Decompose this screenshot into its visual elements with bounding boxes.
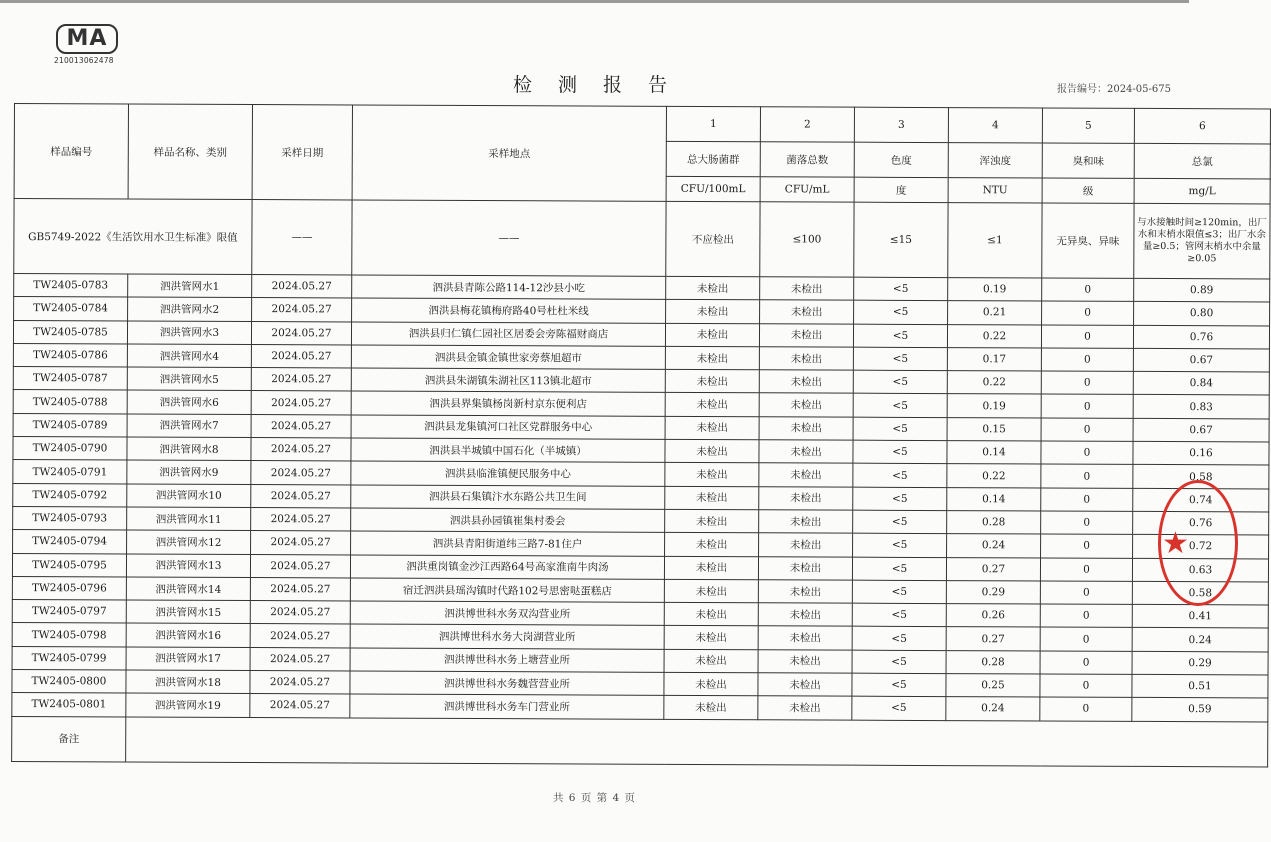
- cell-sample-name: 泗洪管网水4: [127, 344, 251, 368]
- cell-turbidity: 0.28: [946, 650, 1040, 674]
- cell-sample-location: 泗洪县石集镇汴水东路公共卫生间: [351, 485, 665, 510]
- standard-location: ——: [352, 200, 666, 276]
- cell-total-chlorine: 0.83: [1133, 395, 1269, 419]
- cell-colony-count: 未检出: [758, 673, 852, 697]
- cell-sample-name: 泗洪管网水10: [127, 484, 251, 508]
- cell-odor: 0: [1041, 441, 1133, 465]
- cell-color: <5: [852, 650, 946, 674]
- cell-colony-count: 未检出: [759, 370, 853, 394]
- cell-color: <5: [853, 440, 947, 464]
- report-number: 报告编号：2024-05-675: [1056, 84, 1171, 95]
- cell-total-chlorine: 0.63: [1132, 558, 1268, 582]
- cell-turbidity: 0.26: [946, 604, 1040, 628]
- limit-odor: 无异臭、异味: [1042, 203, 1134, 278]
- cell-sample-location: 泗洪县梅花镇梅府路40号杜杜米线: [352, 298, 666, 323]
- cell-sample-name: 泗洪管网水1: [128, 274, 252, 298]
- cell-sample-location: 泗洪重岗镇金沙江西路64号高家淮南牛肉汤: [350, 555, 664, 580]
- param-name: 臭和味: [1042, 143, 1134, 178]
- cell-total-chlorine: 0.41: [1132, 605, 1268, 629]
- cell-sample-name: 泗洪管网水6: [127, 390, 251, 414]
- cell-coliform: 未检出: [665, 486, 759, 510]
- cell-turbidity: 0.19: [948, 278, 1042, 302]
- results-table-wrapper: [11, 103, 1267, 767]
- cell-sample-location: 泗洪博世科水务大岗湖营业所: [350, 624, 664, 649]
- cell-coliform: 未检出: [664, 579, 758, 603]
- cell-sample-no: TW2405-0786: [13, 343, 127, 367]
- cell-sample-location: 泗洪博世科水务上塘营业所: [350, 648, 664, 673]
- cell-sample-no: TW2405-0787: [13, 367, 127, 391]
- cell-sample-no: TW2405-0798: [12, 623, 126, 647]
- cell-sample-location: 宿迁泗洪县瑶沟镇时代路102号思密哒蛋糕店: [350, 578, 664, 603]
- cell-turbidity: 0.22: [947, 464, 1041, 488]
- cell-color: <5: [852, 627, 946, 651]
- cell-colony-count: 未检出: [759, 323, 853, 347]
- cell-color: <5: [854, 277, 948, 301]
- cell-coliform: 未检出: [666, 276, 760, 300]
- cell-sample-no: TW2405-0789: [13, 413, 127, 437]
- cell-colony-count: 未检出: [760, 300, 854, 324]
- cell-sample-date: 2024.05.27: [251, 438, 351, 462]
- cell-odor: 0: [1040, 558, 1132, 582]
- cell-total-chlorine: 0.16: [1133, 441, 1269, 465]
- cell-odor: 0: [1042, 278, 1134, 302]
- cell-total-chlorine: 0.89: [1134, 278, 1270, 302]
- cell-sample-no: TW2405-0788: [13, 390, 127, 414]
- cell-color: <5: [853, 464, 947, 488]
- cell-total-chlorine: 0.72: [1133, 535, 1269, 559]
- cell-coliform: 未检出: [665, 463, 759, 487]
- cell-turbidity: 0.24: [946, 697, 1040, 721]
- cell-total-chlorine: 0.58: [1132, 581, 1268, 605]
- cell-sample-location: 泗洪博世科水务魏营营业所: [350, 671, 664, 696]
- cell-sample-name: 泗洪管网水11: [127, 507, 251, 531]
- param-index: 5: [1042, 108, 1134, 143]
- cell-odor: 0: [1040, 627, 1132, 651]
- page-footer: 共 6 页 第 4 页: [552, 792, 637, 804]
- cell-coliform: 未检出: [664, 672, 758, 696]
- cell-sample-date: 2024.05.27: [252, 275, 352, 299]
- cell-odor: 0: [1040, 651, 1132, 675]
- cell-sample-no: TW2405-0793: [13, 506, 127, 530]
- cell-sample-name: 泗洪管网水8: [127, 437, 251, 461]
- cell-sample-no: TW2405-0794: [13, 530, 127, 554]
- cell-sample-name: 泗洪管网水18: [126, 670, 250, 694]
- param-index: 4: [948, 108, 1042, 143]
- cell-total-chlorine: 0.67: [1133, 418, 1269, 442]
- cma-cert-number: 210013062478: [54, 56, 114, 65]
- cell-colony-count: 未检出: [759, 417, 853, 441]
- cell-sample-no: TW2405-0799: [12, 646, 126, 670]
- standard-date: ——: [252, 200, 352, 275]
- cell-colony-count: 未检出: [759, 510, 853, 534]
- cell-total-chlorine: 0.76: [1133, 511, 1269, 535]
- cell-sample-date: 2024.05.27: [250, 624, 350, 648]
- cell-turbidity: 0.27: [946, 627, 1040, 651]
- cell-coliform: 未检出: [664, 556, 758, 580]
- cell-sample-name: 泗洪管网水15: [126, 600, 250, 624]
- cell-odor: 0: [1040, 581, 1132, 605]
- limit-color: ≤15: [854, 202, 948, 277]
- cell-sample-date: 2024.05.27: [250, 647, 350, 671]
- cell-sample-date: 2024.05.27: [251, 461, 351, 485]
- cell-odor: 0: [1041, 464, 1133, 488]
- cell-coliform: 未检出: [664, 602, 758, 626]
- cma-logo: [54, 22, 120, 70]
- cell-sample-name: 泗洪管网水13: [126, 554, 250, 578]
- cell-total-chlorine: 0.58: [1133, 465, 1269, 489]
- official-seal: [1158, 480, 1189, 606]
- cell-sample-date: 2024.05.27: [250, 694, 350, 718]
- cell-color: <5: [852, 603, 946, 627]
- cell-colony-count: 未检出: [759, 486, 853, 510]
- cell-colony-count: 未检出: [759, 463, 853, 487]
- cell-colony-count: 未检出: [758, 626, 852, 650]
- cell-color: <5: [853, 533, 947, 557]
- cell-colony-count: 未检出: [760, 277, 854, 301]
- cell-odor: 0: [1041, 418, 1133, 442]
- cell-sample-date: 2024.05.27: [252, 298, 352, 322]
- limit-colony: ≤100: [760, 202, 854, 277]
- notes-row: [12, 716, 1268, 766]
- cell-sample-location: 泗洪县临淮镇便民服务中心: [351, 461, 665, 486]
- cell-total-chlorine: 0.84: [1133, 372, 1269, 396]
- cell-sample-date: 2024.05.27: [251, 321, 351, 345]
- cell-sample-date: 2024.05.27: [251, 508, 351, 532]
- cell-sample-name: 泗洪管网水17: [126, 647, 250, 671]
- cell-colony-count: 未检出: [759, 533, 853, 557]
- cell-odor: 0: [1041, 348, 1133, 372]
- cell-turbidity: 0.14: [947, 441, 1041, 465]
- cell-total-chlorine: 0.59: [1132, 698, 1268, 722]
- cell-color: <5: [853, 370, 947, 394]
- cell-sample-location: 泗洪县朱湖镇朱湖社区113镇北超市: [351, 368, 665, 393]
- cell-odor: 0: [1040, 674, 1132, 698]
- cell-odor: 0: [1040, 697, 1132, 721]
- standard-label: GB5749-2022《生活饮用水卫生标准》限值: [14, 199, 252, 275]
- top-edge: [0, 0, 1189, 3]
- cell-odor: 0: [1041, 511, 1133, 535]
- cell-sample-name: 泗洪管网水19: [126, 693, 250, 717]
- cell-turbidity: 0.29: [946, 580, 1040, 604]
- cell-turbidity: 0.19: [947, 394, 1041, 418]
- cell-sample-no: TW2405-0801: [12, 693, 126, 717]
- cell-turbidity: 0.28: [947, 511, 1041, 535]
- cell-odor: 0: [1041, 371, 1133, 395]
- col-header-location: 采样地点: [352, 105, 666, 201]
- param-name: 菌落总数: [760, 142, 854, 177]
- param-name: 色度: [854, 142, 948, 177]
- cell-sample-no: TW2405-0795: [12, 553, 126, 577]
- cell-total-chlorine: 0.51: [1132, 674, 1268, 698]
- cell-color: <5: [853, 417, 947, 441]
- limit-turbidity: ≤1: [948, 203, 1042, 278]
- cell-coliform: 未检出: [665, 439, 759, 463]
- cell-coliform: 未检出: [664, 696, 758, 720]
- cell-sample-name: 泗洪管网水3: [127, 321, 251, 345]
- cell-color: <5: [853, 394, 947, 418]
- cell-sample-date: 2024.05.27: [250, 554, 350, 578]
- cell-odor: 0: [1041, 325, 1133, 349]
- cell-turbidity: 0.25: [946, 674, 1040, 698]
- notes-label: 备注: [12, 716, 126, 761]
- param-unit: mg/L: [1134, 178, 1270, 204]
- cell-sample-no: TW2405-0783: [14, 274, 128, 298]
- param-unit: 度: [854, 177, 948, 202]
- param-unit: CFU/mL: [760, 177, 854, 202]
- cell-colony-count: 未检出: [759, 393, 853, 417]
- cell-color: <5: [853, 347, 947, 371]
- cell-color: <5: [853, 324, 947, 348]
- cell-sample-name: 泗洪管网水14: [126, 577, 250, 601]
- cell-sample-name: 泗洪管网水9: [127, 460, 251, 484]
- cell-sample-name: 泗洪管网水2: [128, 297, 252, 321]
- cell-colony-count: 未检出: [758, 603, 852, 627]
- cell-sample-name: 泗洪管网水7: [127, 414, 251, 438]
- col-header-sample-name: 样品名称、类别: [128, 104, 252, 200]
- cell-color: <5: [852, 697, 946, 721]
- notes-content: [126, 717, 1268, 767]
- cell-color: <5: [852, 580, 946, 604]
- limit-coliform: 不应检出: [666, 201, 760, 276]
- cell-colony-count: 未检出: [759, 440, 853, 464]
- cell-colony-count: 未检出: [759, 347, 853, 371]
- cell-sample-date: 2024.05.27: [251, 391, 351, 415]
- cell-coliform: 未检出: [664, 649, 758, 673]
- cell-sample-location: 泗洪博世科水务双沟营业所: [350, 601, 664, 626]
- cell-coliform: 未检出: [665, 533, 759, 557]
- cell-sample-location: 泗洪县半城镇中国石化（半城镇）: [351, 438, 665, 463]
- cell-sample-no: TW2405-0796: [12, 576, 126, 600]
- cell-sample-no: TW2405-0792: [13, 483, 127, 507]
- cell-coliform: 未检出: [666, 300, 760, 324]
- cell-odor: 0: [1041, 488, 1133, 512]
- cell-color: <5: [854, 300, 948, 324]
- cell-sample-no: TW2405-0800: [12, 670, 126, 694]
- cell-coliform: 未检出: [665, 393, 759, 417]
- cell-odor: 0: [1040, 604, 1132, 628]
- cell-turbidity: 0.22: [947, 324, 1041, 348]
- cell-sample-no: TW2405-0785: [13, 320, 127, 344]
- cell-sample-location: 泗洪县龙集镇河口社区党群服务中心: [351, 415, 665, 440]
- cell-sample-no: TW2405-0791: [13, 460, 127, 484]
- cell-turbidity: 0.14: [947, 487, 1041, 511]
- cell-sample-location: 泗洪博世科水务车门营业所: [350, 694, 664, 719]
- cell-odor: 0: [1041, 534, 1133, 558]
- param-unit: NTU: [948, 178, 1042, 203]
- cell-sample-no: TW2405-0797: [12, 600, 126, 624]
- cell-odor: 0: [1041, 394, 1133, 418]
- cell-sample-date: 2024.05.27: [251, 414, 351, 438]
- param-index: 2: [760, 107, 854, 142]
- cell-sample-date: 2024.05.27: [250, 601, 350, 625]
- cell-colony-count: 未检出: [758, 556, 852, 580]
- standard-limits-row: [14, 199, 1270, 279]
- cell-sample-date: 2024.05.27: [251, 531, 351, 555]
- cma-mark: MA: [56, 24, 118, 54]
- cell-turbidity: 0.27: [946, 557, 1040, 581]
- param-name: 总氯: [1134, 143, 1270, 179]
- cell-sample-location: 泗洪县界集镇杨岗新村京东便利店: [351, 391, 665, 416]
- cell-colony-count: 未检出: [758, 650, 852, 674]
- cell-color: <5: [853, 487, 947, 511]
- cell-sample-date: 2024.05.27: [251, 368, 351, 392]
- cell-sample-name: 泗洪管网水5: [127, 367, 251, 391]
- cell-total-chlorine: 0.74: [1133, 488, 1269, 512]
- param-unit: 级: [1042, 178, 1134, 203]
- param-name: 总大肠菌群: [666, 141, 760, 176]
- cell-sample-name: 泗洪管网水12: [127, 530, 251, 554]
- seal-star-icon: ★: [1162, 526, 1189, 561]
- param-index: 6: [1134, 108, 1270, 144]
- param-index: 3: [854, 107, 948, 142]
- cell-sample-date: 2024.05.27: [251, 344, 351, 368]
- cell-colony-count: 未检出: [758, 696, 852, 720]
- cell-turbidity: 0.17: [947, 347, 1041, 371]
- cell-total-chlorine: 0.80: [1134, 302, 1270, 326]
- cell-sample-date: 2024.05.27: [250, 671, 350, 695]
- cell-color: <5: [852, 673, 946, 697]
- cell-coliform: 未检出: [665, 416, 759, 440]
- results-table: [11, 103, 1271, 767]
- cell-color: <5: [852, 557, 946, 581]
- col-header-sample-no: 样品编号: [14, 104, 128, 199]
- cell-coliform: 未检出: [664, 626, 758, 650]
- cell-turbidity: 0.15: [947, 417, 1041, 441]
- cell-turbidity: 0.22: [947, 371, 1041, 395]
- cell-total-chlorine: 0.24: [1132, 628, 1268, 652]
- cell-coliform: 未检出: [665, 509, 759, 533]
- cell-color: <5: [853, 510, 947, 534]
- cell-turbidity: 0.21: [948, 301, 1042, 325]
- cell-coliform: 未检出: [665, 370, 759, 394]
- param-unit: CFU/100mL: [666, 176, 760, 201]
- cell-odor: 0: [1042, 301, 1134, 325]
- cell-sample-location: 泗洪县孙园镇崔集村委会: [351, 508, 665, 533]
- cell-sample-no: TW2405-0784: [14, 297, 128, 321]
- col-header-date: 采样日期: [252, 105, 352, 200]
- param-name: 浑浊度: [948, 143, 1042, 178]
- cell-sample-name: 泗洪管网水16: [126, 623, 250, 647]
- cell-turbidity: 0.24: [947, 534, 1041, 558]
- limit-total-chlorine: 与水接触时间≥120min，出厂水和末梢水限值≤3；出厂水余量≥0.5；管网末梢水中余量≥0.05: [1134, 203, 1270, 279]
- cell-total-chlorine: 0.67: [1133, 348, 1269, 372]
- header-row-index: [14, 104, 1270, 144]
- param-index: 1: [666, 106, 760, 141]
- cell-sample-date: 2024.05.27: [251, 484, 351, 508]
- cell-sample-location: 泗洪县归仁镇仁园社区居委会旁陈福财商店: [351, 322, 665, 347]
- cell-sample-location: 泗洪县金镇金镇世家旁蔡旭超市: [351, 345, 665, 370]
- report-title: 检 测 报 告: [512, 74, 678, 96]
- cell-sample-location: 泗洪县青陈公路114-12沙县小吃: [352, 275, 666, 300]
- cell-coliform: 未检出: [665, 323, 759, 347]
- cell-sample-location: 泗洪县青阳街道纬三路7-81住户: [351, 531, 665, 556]
- cell-total-chlorine: 0.76: [1133, 325, 1269, 349]
- cell-total-chlorine: 0.29: [1132, 651, 1268, 675]
- cell-sample-date: 2024.05.27: [250, 577, 350, 601]
- cell-coliform: 未检出: [665, 346, 759, 370]
- cell-colony-count: 未检出: [758, 580, 852, 604]
- cell-sample-no: TW2405-0790: [13, 437, 127, 461]
